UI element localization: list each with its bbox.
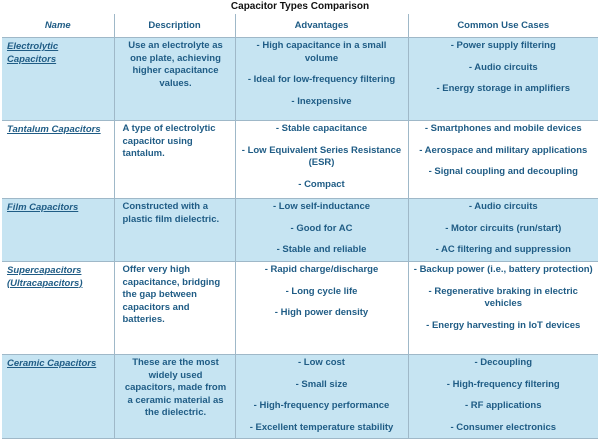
advantages-cell (235, 355, 408, 439)
table-row (2, 262, 598, 355)
list-item: - Audio circuits (468, 201, 538, 212)
capacitor-description: Use an electrolyte as one plate, achieving higher capacitance values. (114, 38, 235, 121)
list-item: - Low Equivalent Series Resistance (ESR) (241, 144, 402, 168)
header-row (2, 14, 598, 38)
capacitor-name[interactable]: Film Capacitors (2, 199, 114, 262)
use-cases-cell (408, 121, 598, 199)
list-item: - Rapid charge/discharge (264, 264, 379, 275)
use-cases-list (414, 264, 594, 332)
list-item: - Consumer electronics (450, 421, 557, 433)
header-description: Description (114, 14, 235, 38)
list-item: - High-frequency performance (253, 400, 390, 411)
table-row (2, 121, 598, 199)
capacitor-description: A type of electrolytic capacitor using tantalum. (114, 121, 235, 199)
list-item: - High-frequency filtering (446, 378, 560, 390)
capacitor-description: Constructed with a plastic film dielectric. (114, 199, 235, 262)
comparison-table (2, 14, 598, 439)
use-cases-list (414, 123, 594, 179)
list-item: - Energy storage in amplifiers (436, 83, 571, 94)
header-advantages: Advantages (235, 14, 408, 38)
use-cases-list (414, 40, 594, 96)
list-item: - Signal coupling and decoupling (428, 166, 578, 177)
capacitor-name[interactable]: Electrolytic Capacitors (2, 38, 114, 121)
capacitor-name[interactable]: Ceramic Capacitors (2, 355, 114, 439)
list-item: - Motor circuits (run/start) (445, 222, 562, 234)
advantages-list (241, 357, 403, 434)
header-name: Name (2, 14, 114, 38)
advantages-cell (235, 199, 408, 262)
header-use-cases: Common Use Cases (408, 14, 598, 38)
list-item: - Power supply filtering (450, 40, 556, 51)
list-item: - Smartphones and mobile devices (424, 123, 582, 134)
use-cases-list (414, 357, 594, 434)
advantages-list (241, 40, 403, 108)
advantages-list (241, 123, 403, 191)
advantages-cell (235, 121, 408, 199)
advantages-cell (235, 262, 408, 355)
capacitor-name[interactable]: Tantalum Capacitors (2, 121, 114, 199)
table-title: Capacitor Types Comparison (230, 1, 370, 12)
list-item: - RF applications (464, 400, 542, 411)
list-item: - Small size (295, 378, 348, 390)
list-item: - Low self-inductance (272, 201, 371, 212)
advantages-list (241, 201, 403, 257)
list-item: - AC filtering and suppression (435, 244, 571, 255)
table-row (2, 199, 598, 262)
list-item: - Ideal for low-frequency filtering (247, 74, 396, 85)
use-cases-cell (408, 199, 598, 262)
list-item: - Good for AC (290, 222, 353, 234)
list-item: - Decoupling (474, 357, 533, 368)
list-item: - Low cost (298, 357, 345, 368)
list-item: - Energy harvesting in IoT devices (426, 319, 581, 331)
capacitor-description: These are the most widely used capacitors, made from a ceramic material as the dielectric. (114, 355, 235, 439)
use-cases-cell (408, 38, 598, 121)
list-item: - Inexpensive (291, 95, 352, 107)
capacitor-description: Offer very high capacitance, bridging the gap between capacitors and batteries. (114, 262, 235, 355)
list-item: - Regenerative braking in electric vehicles (428, 285, 578, 309)
list-item: - Excellent temperature stability (249, 421, 394, 433)
use-cases-cell (408, 355, 598, 439)
list-item: - Aerospace and military applications (419, 144, 588, 156)
advantages-list (241, 264, 403, 320)
advantages-cell (235, 38, 408, 121)
table-row (2, 38, 598, 121)
table-row (2, 355, 598, 439)
list-item: - Long cycle life (285, 285, 358, 297)
list-item: - Backup power (i.e., battery protection) (413, 264, 593, 275)
list-item: - Compact (298, 178, 345, 190)
use-cases-cell (408, 262, 598, 355)
list-item: - High power density (274, 307, 369, 318)
use-cases-list (414, 201, 594, 257)
capacitor-name[interactable]: Supercapacitors (Ultracapacitors) (2, 262, 114, 355)
list-item: - Stable and reliable (276, 244, 367, 255)
list-item: - Audio circuits (468, 61, 538, 73)
list-item: - High capacitance in a small volume (256, 40, 387, 64)
list-item: - Stable capacitance (275, 123, 368, 134)
